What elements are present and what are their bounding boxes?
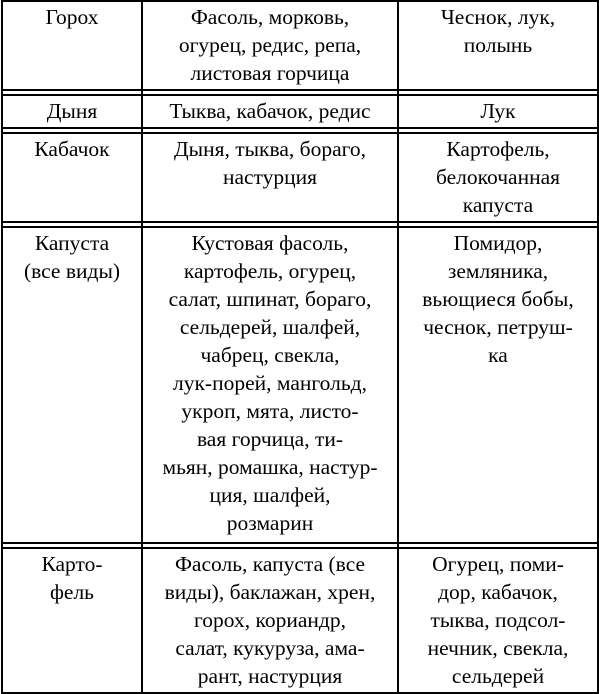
cell-line: нечник, свекла, [427, 636, 569, 660]
good-neighbors-cell [142, 1, 398, 90]
cell-line: Горох [45, 5, 99, 29]
cell-line: Тыква, кабачок, редис [169, 99, 371, 123]
cell-line: Дыня, тыква, бораго, [173, 137, 367, 161]
companion-planting-table-wrapper [1, 0, 597, 688]
good-neighbors-cell [142, 133, 398, 222]
cell-line: картофель, огурец, [183, 259, 357, 283]
cell-line: мьян, ромашка, настур- [162, 455, 378, 479]
cell-line: чабрец, свекла, [200, 343, 340, 367]
bad-neighbors-cell [398, 548, 598, 693]
bad-neighbors-cell [398, 227, 598, 543]
cell-line: ка [488, 343, 508, 367]
cell-line: сельдерей [451, 664, 545, 688]
crop-cell [2, 1, 142, 90]
cell-line: Дыня [46, 99, 98, 123]
crop-cell [2, 95, 142, 128]
good-neighbors-cell [142, 548, 398, 693]
cell-line: лук-порей, мангольд, [173, 371, 367, 395]
cell-line: вая горчица, ти- [196, 427, 344, 451]
crop-cell [2, 548, 142, 693]
bad-neighbors-cell [398, 133, 598, 222]
cell-line: сельдерей, шалфей, [179, 315, 361, 339]
cell-line: (все виды) [23, 259, 121, 283]
cell-line: вьющиеся бобы, [422, 287, 574, 311]
cell-line: рант, настурция [197, 664, 343, 688]
cell-line: капуста [462, 193, 534, 217]
cell-line: Помидор, [453, 231, 543, 255]
cell-line: горох, кориандр, [194, 608, 346, 632]
cell-line: Фасоль, капуста (все [174, 552, 366, 576]
cell-line: салат, кукуруза, ама- [175, 636, 365, 660]
table-row [2, 133, 598, 222]
cell-line: розмарин [226, 511, 314, 535]
good-neighbors-cell [142, 227, 398, 543]
cell-line: Кустовая фасоль, [191, 231, 349, 255]
good-neighbors-cell [142, 95, 398, 128]
cell-line: Карто- [41, 552, 103, 576]
cell-line: листовая горчица [190, 61, 350, 85]
cell-line: Кабачок [34, 137, 110, 161]
cell-line: Капуста [34, 231, 110, 255]
cell-line: Лук [480, 99, 516, 123]
cell-line: укроп, мята, листо- [181, 399, 359, 423]
table-row [2, 548, 598, 693]
cell-line: белокочанная [435, 165, 561, 189]
cell-line: фель [49, 580, 94, 604]
crop-cell [2, 133, 142, 222]
cell-line: дор, кабачок, [438, 580, 558, 604]
cell-line: салат, шпинат, бораго, [168, 287, 372, 311]
table-row [2, 1, 598, 90]
table-row [2, 227, 598, 543]
cell-line: Огурец, поми- [432, 552, 564, 576]
companion-planting-table [1, 0, 599, 694]
cell-line: тыква, подсол- [430, 608, 566, 632]
cell-line: Картофель, [446, 137, 550, 161]
bad-neighbors-cell [398, 1, 598, 90]
cell-line: Фасоль, морковь, [190, 5, 350, 29]
cell-line: виды), баклажан, хрен, [164, 580, 376, 604]
cell-line: чеснок, петруш- [423, 315, 573, 339]
cell-line: огурец, редис, репа, [178, 33, 362, 57]
crop-cell [2, 227, 142, 543]
cell-line: полынь [463, 33, 533, 57]
cell-line: ция, шалфей, [209, 483, 331, 507]
table-row [2, 95, 598, 128]
cell-line: настурция [222, 165, 318, 189]
cell-line: Чеснок, лук, [440, 5, 556, 29]
bad-neighbors-cell [398, 95, 598, 128]
cell-line: земляника, [447, 259, 549, 283]
